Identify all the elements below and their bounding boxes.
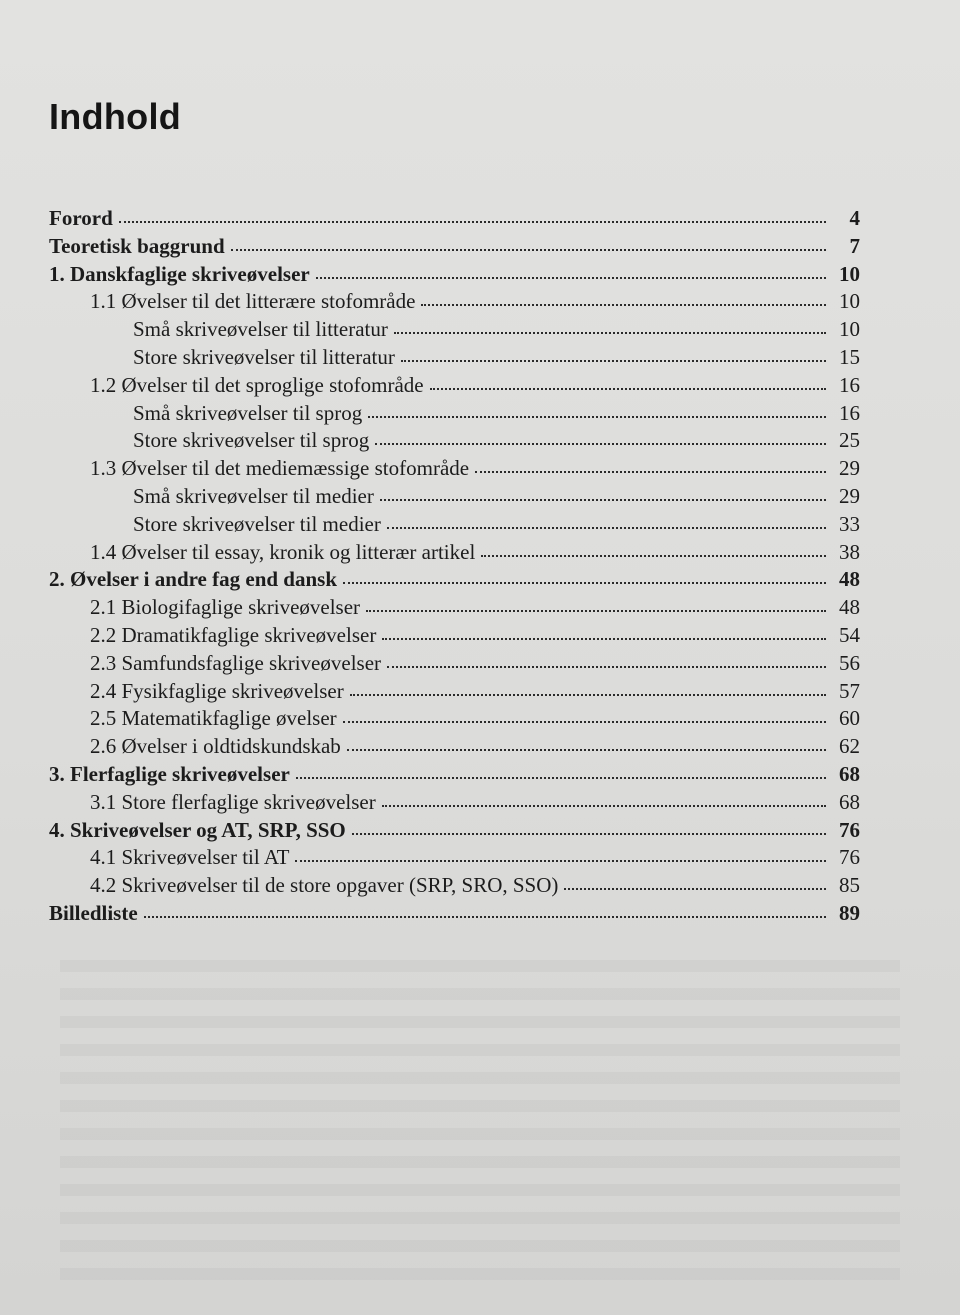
toc-entry-label: 1.4 Øvelser til essay, kronik og litterær artikel [90, 539, 476, 564]
dot-leader [231, 228, 826, 251]
toc-entry-label: 1.3 Øvelser til det mediemæssige stofområde [90, 456, 470, 481]
dot-leader [481, 534, 826, 557]
toc-entry-page-number: 68 [839, 789, 860, 814]
toc-entry-page-number: 33 [839, 511, 860, 536]
toc-entry-page-number: 16 [839, 372, 860, 397]
dot-leader [296, 756, 826, 779]
toc-entry-label: 4.1 Skriveøvelser til AT [90, 845, 290, 870]
toc-entry [49, 563, 860, 591]
toc-entry-label: 1.1 Øvelser til det litterære stofområde [90, 289, 416, 314]
dot-leader [387, 506, 826, 529]
toc-entry-label: 3.1 Store flerfaglige skriveøvelser [90, 789, 376, 814]
toc-entry-page-number: 16 [839, 400, 860, 425]
toc-entry [49, 536, 860, 564]
toc-entry-page-number: 10 [839, 261, 860, 286]
toc-entry-label: 2.1 Biologifaglige skriveøvelser [90, 595, 361, 620]
dot-leader [387, 645, 826, 668]
toc-entry [49, 814, 860, 842]
toc-entry-page-number: 7 [849, 233, 860, 258]
dot-leader [430, 367, 826, 390]
toc-entry-page-number: 10 [839, 289, 860, 314]
toc-entry [49, 202, 860, 230]
toc-entry-label: Store skriveøvelser til medier [133, 511, 381, 536]
dot-leader [380, 478, 826, 501]
toc-entry-page-number: 85 [839, 873, 860, 898]
toc-entry-label: 4.2 Skriveøvelser til de store opgaver (SRP, SRO, SSO) [90, 873, 559, 898]
dot-leader [352, 812, 826, 835]
toc-entry [49, 841, 860, 869]
toc-entry [49, 702, 860, 730]
toc-entry-label: 3. Flerfaglige skriveøvelser [49, 761, 290, 786]
toc-entry [49, 341, 860, 369]
toc-entry-label: 1.2 Øvelser til det sproglige stofområde [90, 372, 424, 397]
toc-entry [49, 730, 860, 758]
toc-entry-label: 2.5 Matematikfaglige øvelser [90, 706, 337, 731]
toc-entry-page-number: 56 [839, 650, 860, 675]
dot-leader [295, 839, 826, 862]
dot-leader [366, 589, 826, 612]
toc-entry [49, 786, 860, 814]
table-of-contents [49, 202, 860, 925]
toc-entry-page-number: 29 [839, 456, 860, 481]
toc-entry-label: 2. Øvelser i andre fag end dansk [49, 567, 338, 592]
toc-entry [49, 869, 860, 897]
toc-entry [49, 619, 860, 647]
toc-entry [49, 313, 860, 341]
toc-entry-page-number: 68 [839, 761, 860, 786]
toc-entry-label: 2.2 Dramatikfaglige skriveøvelser [90, 622, 377, 647]
toc-entry-label: Små skriveøvelser til litteratur [133, 317, 388, 342]
toc-entry-label: 2.6 Øvelser i oldtidskundskab [90, 734, 341, 759]
toc-entry-page-number: 57 [839, 678, 860, 703]
toc-entry-page-number: 89 [839, 900, 860, 925]
toc-entry-page-number: 15 [839, 344, 860, 369]
toc-entry [49, 508, 860, 536]
toc-entry-label: Billedliste [49, 900, 138, 925]
dot-leader [343, 561, 826, 584]
toc-entry [49, 897, 860, 925]
toc-entry-page-number: 48 [839, 567, 860, 592]
toc-entry [49, 647, 860, 675]
dot-leader [394, 311, 826, 334]
toc-entry [49, 758, 860, 786]
toc-entry-page-number: 62 [839, 734, 860, 759]
toc-entry-label: Forord [49, 206, 113, 230]
toc-entry-page-number: 48 [839, 595, 860, 620]
toc-entry [49, 230, 860, 258]
toc-entry-page-number: 10 [839, 317, 860, 342]
dot-leader [316, 256, 826, 279]
toc-entry [49, 369, 860, 397]
toc-entry-page-number: 76 [839, 817, 860, 842]
toc-entry-page-number: 4 [849, 206, 860, 230]
toc-entry-label: Store skriveøvelser til sprog [133, 428, 370, 453]
toc-entry-label: Små skriveøvelser til sprog [133, 400, 363, 425]
toc-entry [49, 675, 860, 703]
dot-leader [343, 700, 826, 723]
toc-entry-label: 2.3 Samfundsfaglige skriveøvelser [90, 650, 382, 675]
toc-entry-label: 1. Danskfaglige skriveøvelser [49, 261, 310, 286]
toc-entry-page-number: 54 [839, 622, 860, 647]
toc-entry [49, 258, 860, 286]
toc-entry-page-number: 76 [839, 845, 860, 870]
toc-entry-label: 2.4 Fysikfaglige skriveøvelser [90, 678, 344, 703]
toc-entry-label: Teoretisk baggrund [49, 233, 225, 258]
dot-leader [144, 895, 826, 918]
show-through-lines [60, 960, 900, 1290]
toc-entry [49, 480, 860, 508]
page-title: Indhold [49, 96, 182, 137]
dot-leader [564, 867, 826, 890]
toc-entry-page-number: 60 [839, 706, 860, 731]
toc-entry [49, 424, 860, 452]
toc-entry-page-number: 25 [839, 428, 860, 453]
toc-entry-page-number: 29 [839, 483, 860, 508]
toc-entry [49, 452, 860, 480]
dot-leader [119, 200, 826, 223]
toc-entry-label: Store skriveøvelser til litteratur [133, 344, 395, 369]
toc-entry-label: 4. Skriveøvelser og AT, SRP, SSO [49, 817, 346, 842]
dot-leader [475, 450, 826, 473]
dot-leader [421, 283, 826, 306]
dot-leader [401, 339, 826, 362]
toc-entry [49, 285, 860, 313]
dot-leader [382, 617, 826, 640]
dot-leader [347, 728, 826, 751]
toc-entry [49, 591, 860, 619]
dot-leader [382, 784, 826, 807]
toc-entry-label: Små skriveøvelser til medier [133, 483, 374, 508]
dot-leader [375, 422, 826, 445]
toc-entry [49, 397, 860, 425]
dot-leader [350, 673, 826, 696]
toc-entry-page-number: 38 [839, 539, 860, 564]
dot-leader [368, 395, 826, 418]
